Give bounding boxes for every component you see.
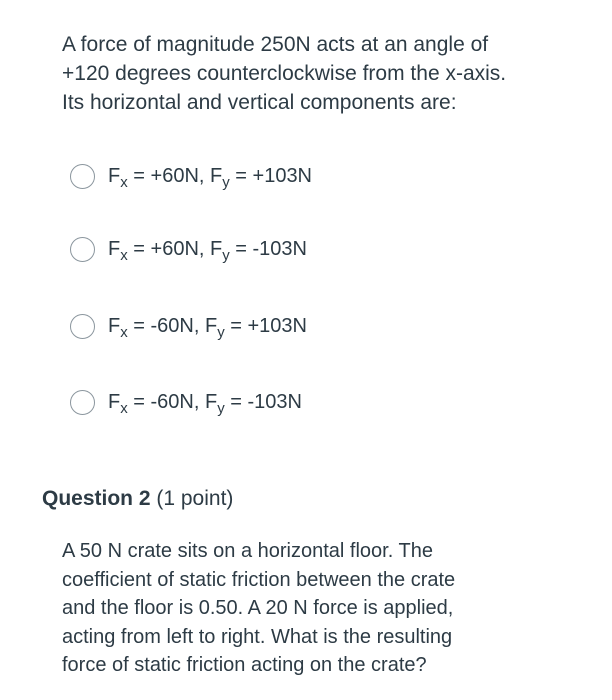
question-2-title: Question 2 xyxy=(42,487,151,510)
answer-option-3[interactable] xyxy=(70,311,307,341)
question-2-line: coefficient of static friction between the crate xyxy=(62,568,456,591)
radio-button[interactable] xyxy=(70,390,95,415)
question-2-header xyxy=(42,487,233,511)
question-2-line: force of static friction acting on the crate? xyxy=(62,654,427,676)
answer-option-label[interactable]: $F_x = +60N$, $F_y = -103N$ xyxy=(108,237,307,264)
question-2-line: A 50 N crate sits on a horizontal floor. The xyxy=(62,540,433,562)
question-1-line: +120 degrees counterclockwise from the x-axis. xyxy=(62,62,507,85)
question-2-line: and the floor is 0.50. A 20 N force is applied, xyxy=(62,597,454,619)
radio-button[interactable] xyxy=(70,164,95,189)
answer-option-4[interactable] xyxy=(70,387,302,417)
answer-option-label[interactable]: $F_x = -60N$, $F_y = +103N$ xyxy=(108,314,307,341)
question-2-line: acting from left to right. What is the resulting xyxy=(62,625,453,648)
question-1-text xyxy=(62,30,582,117)
answer-option-label[interactable]: $F_x = +60N$, $F_y = +103N$ xyxy=(108,164,313,191)
question-2-text xyxy=(62,537,582,680)
answer-option-label[interactable]: $F_x = -60N$, $F_y = -103N$ xyxy=(108,390,302,417)
question-1-line: Its horizontal and vertical components are: xyxy=(62,91,457,114)
question-2-points: (1 point) xyxy=(150,487,234,510)
question-1-line: A force of magnitude 250N acts at an angle of xyxy=(62,33,489,56)
radio-button[interactable] xyxy=(70,314,95,339)
radio-button[interactable] xyxy=(70,237,95,262)
answer-option-1[interactable] xyxy=(70,161,312,191)
answer-option-2[interactable] xyxy=(70,234,307,264)
